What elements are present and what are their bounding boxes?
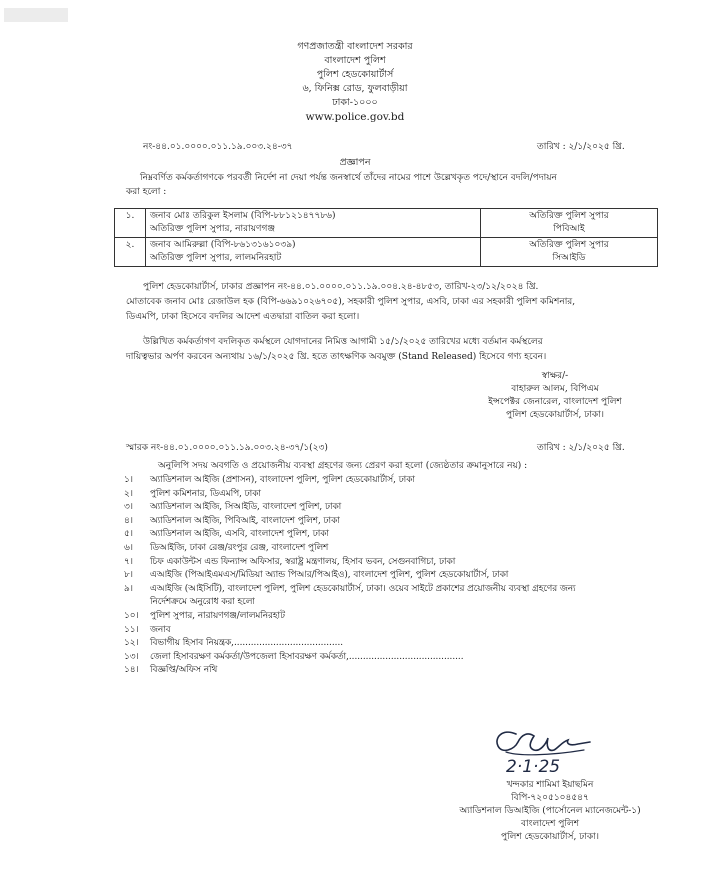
officer-name: জনাব মোঃ তরিকুল ইসলাম (বিপি-৮৮১২১৪৭৭৮৬) [150,211,336,221]
signature-date: 2·1·25 [506,757,561,777]
memo-number: নং-৪৪.০১.০০০০.০১১.১৯.০০৩.২৪-৩৭ [143,142,293,152]
signed-mark: স্বাক্ষর/- [541,371,569,381]
list-item [124,624,684,638]
signatory-ig [440,370,670,422]
list-item [124,501,684,515]
list-item [124,610,684,624]
copy-intro: অনুলিপি সদয় অবগতি ও প্রয়োজনীয় ব্যবস্থা গ্রহণের জন্য প্রেরণ করা হলো (জ্যেষ্ঠতার ক্রমানুসারে নয়) : [158,461,528,471]
list-item [124,474,684,488]
item-number: ১১। [124,624,139,635]
officer-cell [146,238,481,267]
office-name: পুলিশ হেডকোয়ার্টার্স [316,69,394,80]
item-text: নির্দেশক্রমে অনুরোধ করা হলো [150,597,255,608]
item-text: অ্যাডিশনাল আইজি, সিআইডি, বাংলাদেশ পুলিশ, ঢাকা [150,502,342,513]
memo2-number: স্মারক নং-৪৪.০১.০০০০.০১১.১৯.০০৩.২৪-৩৭/১(২৩) [126,443,328,453]
signatory-adig [400,779,700,844]
list-item [124,583,684,597]
signatory-org: বাংলাদেশ পুলিশ [520,819,580,829]
item-text: জেলা হিসাবরক্ষণ কর্মকর্তা/উপজেলা হিসাবরক্ষণ কর্মকর্তা,......................................... [150,651,464,662]
item-text: চিফ একাউন্টস এন্ড ফিন্যান্স অফিসার, স্বরাষ্ট্র মন্ত্রণালয়, হিসাব ভবন, সেগুনবাগিচা, ঢাকা [150,556,456,567]
list-item [124,488,684,502]
list-item [124,651,684,665]
item-number: ৯। [124,583,133,594]
signatory-bp: বিপি-৭২০৫১০৪৫৪৭ [511,793,589,803]
item-text: অ্যাডিশনাল আইজি, পিবিআই, বাংলাদেশ পুলিশ, ঢাকা [150,515,340,526]
notice-title: প্রজ্ঞাপন [339,157,371,168]
item-text: বিজ্ঞপ্তি/অফিস নথি [150,665,218,676]
cancel-para-line-2: মোতাবেক জনাব মোঃ রেজাউল হক (বিপি-৬৬৯১০২৬৭০৫), সহকারী পুলিশ সুপার, এসবি, ঢাকা এর সহকারী পুলিশ কমিশনার, [126,297,576,307]
release-para-line-2: দায়িত্বভার অর্পণ করবেন অন্যথায় ১৬/১/২০২৫ খ্রি. হতে তাৎক্ষণিক অবমুক্ত (Stand Released) হিসেবে গণ্য হবেন। [126,352,547,362]
new-unit: পিবিআই [553,224,585,234]
item-number: ১৩। [124,651,139,662]
release-para-line-1: উল্লিখিত কর্মকর্তাগণ বদলিকৃত কর্মস্থলে যোগদানের নিমিত্ত আগামী ১৫/১/২০২৫ তারিখের মধ্যে বর্তমান কর্মস্থলের [143,337,543,347]
item-number: ১২। [124,638,139,649]
serial-cell: ১. [115,209,146,238]
serial-cell: ২. [115,238,146,267]
item-number: ৫। [124,529,133,540]
item-text: অ্যাডিশনাল আইজি (প্রশাসন), বাংলাদেশ পুলিশ, পুলিশ হেডকোয়ার্টার্স, ঢাকা [150,475,415,485]
item-text: এআইজি (আইসিটি), বাংলাদেশ পুলিশ, পুলিশ হেডকোয়ার্টার্স, ঢাকা। ওয়েব সাইটে প্রকাশের প্রয়োজনীয় ব্যবস্থা গ্রহণের জন্য [150,583,576,594]
item-number: ৪। [124,515,133,526]
table-row [115,209,658,238]
cancel-para-line-1: পুলিশ হেডকোয়ার্টার্স, ঢাকার প্রজ্ঞাপন নং-৪৪.০১.০০০০.০১১.১৯.০০৪.২৪-৪৮৫৩, তারিখ-২৩/১২/২০২৪ খ্রি. [143,282,539,292]
new-post: অতিরিক্ত পুলিশ সুপার [529,240,609,250]
list-item [124,515,684,529]
letterhead [0,40,710,124]
table-row [115,238,658,267]
signatory-office: পুলিশ হেডকোয়ার্টার্স, ঢাকা। [505,410,605,420]
transfer-table [114,208,658,267]
item-text: পুলিশ কমিশনার, ডিএমপি, ঢাকা [150,488,261,499]
distribution-list [124,474,684,678]
item-text: পুলিশ সুপার, নারায়ণগঞ্জ/লালমনিরহাট [150,610,285,621]
list-item [124,664,684,678]
govt-name: গণপ্রজাতন্ত্রী বাংলাদেশ সরকার [297,41,413,52]
org-name: বাংলাদেশ পুলিশ [324,55,386,66]
list-item [124,542,684,556]
new-post-cell [481,209,658,238]
item-number: ৭। [124,556,133,567]
item-text: বিভাগীয় হিসাব নিয়ন্ত্রক,....................................... [150,638,344,649]
website-link[interactable]: www.police.gov.bd [305,111,405,123]
signatory-office: পুলিশ হেডকোয়ার্টার্স, ঢাকা। [500,832,600,842]
new-post-cell [481,238,658,267]
handwritten-signature [488,720,598,778]
officer-cell [146,209,481,238]
officer-current-post: অতিরিক্ত পুলিশ সুপার, লালমনিরহাট [150,253,282,263]
new-unit: সিআইডি [552,253,586,263]
cancel-para-line-3: ডিএমপি, ঢাকা হিসেবে বদলির আদেশ এতদ্বারা বাতিল করা হলো। [126,312,360,322]
item-text: এআইজি (পিআইএমএস/মিডিয়া অ্যান্ড পিআর/পিআইও), বাংলাদেশ পুলিশ, পুলিশ হেডকোয়ার্টার্স, ঢাকা [150,570,509,581]
item-number: ৮। [124,570,133,581]
signatory-designation: ইন্সপেক্টর জেনারেল, বাংলাদেশ পুলিশ [488,397,622,407]
intro-line-1: নিম্নবর্ণিত কর্মকর্তাগণকে পরবর্তী নির্দেশ না দেয়া পর্যন্ত জনস্বার্থে তাঁদের নামের পাশে উল্লেখকৃত পদে/স্থানে বদলি/পদায়ন [140,173,557,183]
city-line: ঢাকা-১০০০ [332,97,378,108]
officer-current-post: অতিরিক্ত পুলিশ সুপার, নারায়ণগঞ্জ [150,224,276,234]
item-number: ১৪। [124,665,139,676]
item-number: ৬। [124,542,133,553]
item-text: অ্যাডিশনাল আইজি, এসবি, বাংলাদেশ পুলিশ, ঢাকা [150,529,329,540]
item-number: ২। [124,488,133,499]
address-line: ৬, ফিনিক্স রোড, ফুলবাড়ীয়া [302,83,408,94]
list-item [124,637,684,651]
signatory-name: খন্দকার শামিমা ইয়াছমিন [506,780,594,790]
item-text: ডিআইজি, ঢাকা রেঞ্জ/রংপুর রেঞ্জ, বাংলাদেশ পুলিশ [150,542,329,553]
item-number: ৩। [124,502,133,513]
list-item [124,569,684,583]
list-item [124,556,684,570]
memo2-date: তারিখ : ২/১/২০২৫ খ্রি. [537,443,625,453]
item-number: ১০। [124,610,139,621]
new-post: অতিরিক্ত পুলিশ সুপার [529,211,609,221]
signatory-name: বাহারুল আলম, বিপিএম [511,384,599,394]
officer-name: জনাব আমিরুল্লা (বিপি-৮৬১৩১৬১০৩৯) [150,240,296,250]
signatory-designation: অ্যাডিশনাল ডিআইজি (পার্সোনেল ম্যানেজমেন্ট-১) [459,806,641,816]
list-item [124,528,684,542]
item-text: জনাব [150,624,171,635]
item-number: ১। [124,475,133,485]
scan-mark [4,8,68,22]
list-item-continuation [124,596,684,610]
intro-line-2: করা হলো : [126,187,167,197]
memo-date: তারিখ : ২/১/২০২৫ খ্রি. [537,142,625,152]
